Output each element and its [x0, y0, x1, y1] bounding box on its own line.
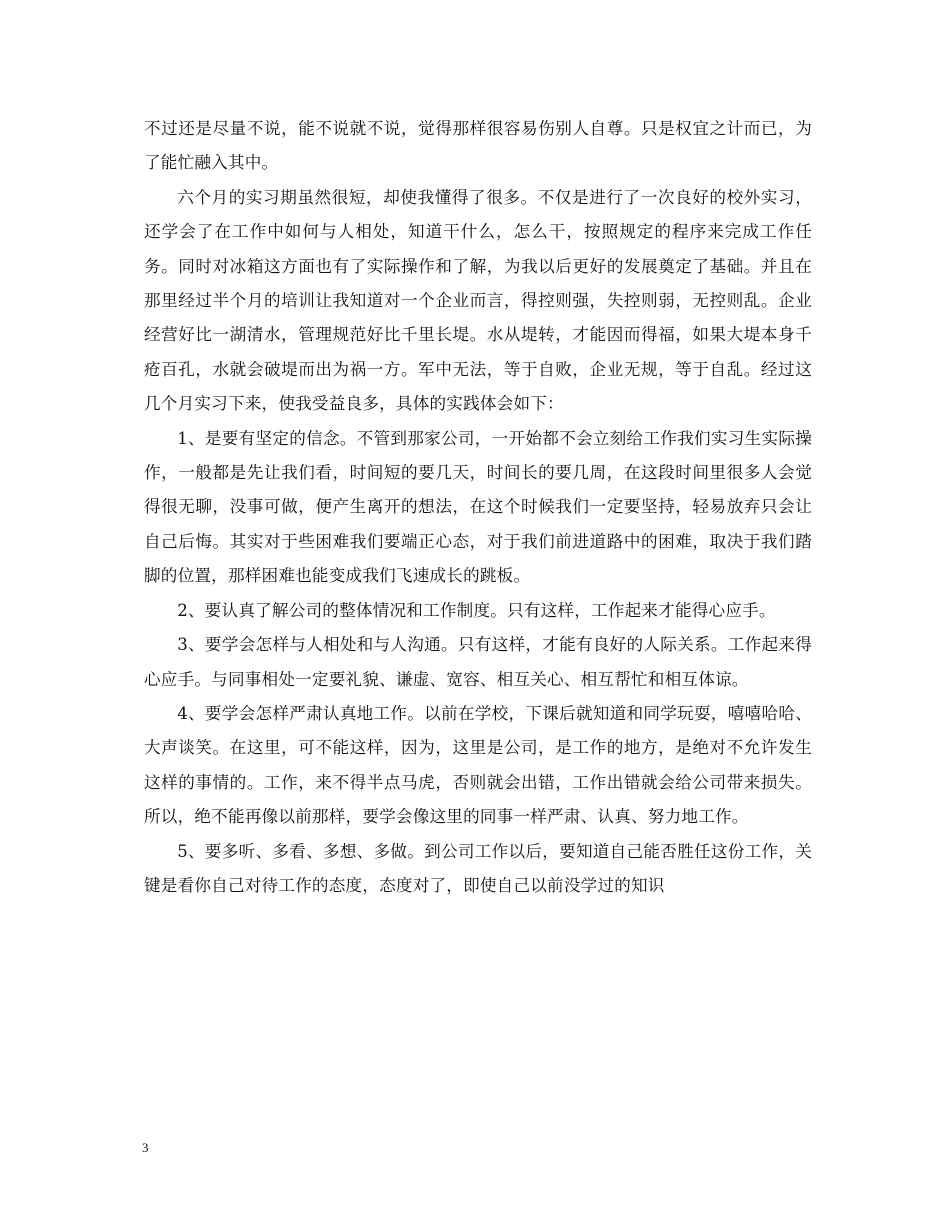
paragraph-point-2: 2、要认真了解公司的整体情况和工作制度。只有这样，工作起来才能得心应手。 — [177, 600, 776, 620]
paragraph-point-5: 5、要多听、多看、多想、多做。到公司工作以后，要知道自己能否胜任这份工作，关键是看你自己对待工作的态度，态度对了，即使自己以前没学过的知识 — [144, 841, 812, 895]
paragraph-point-4: 4、要学会怎样严肃认真地工作。以前在学校，下课后就知道和同学玩耍，嘻嘻哈哈、大声谈笑。在这里，可不能这样，因为，这里是公司，是工作的地方，是绝对不允许发生这样的事情的。工作，来不得半点马虎，否则就会出错，工作出错就会给公司带来损失。所以，绝不能再像以前那样，要学会像这里的同事一样严肃、认真、努力地工作。 — [144, 703, 812, 827]
paragraph-point-3: 3、要学会怎样与人相处和与人沟通。只有这样，才能有良好的人际关系。工作起来得心应手。与同事相处一定要礼貌、谦虚、宽容、相互关心、相互帮忙和相互体谅。 — [144, 635, 812, 689]
page-number: 3 — [142, 1140, 149, 1155]
paragraph-point-1: 1、是要有坚定的信念。不管到那家公司，一开始都不会立刻给工作我们实习生实际操作，一般都是先让我们看，时间短的要几天，时间长的要几周，在这段时间里很多人会觉得很无聊，没事可做，便产生离开的想法，在这个时候我们一定要坚持，轻易放弃只会让自己后悔。其实对于些困难我们要端正心态，对于我们前进道路中的困难，取决于我们踏脚的位置，那样困难也能变成我们飞速成长的跳板。 — [144, 428, 812, 586]
paragraph-internship-summary: 六个月的实习期虽然很短，却使我懂得了很多。不仅是进行了一次良好的校外实习，还学会了在工作中如何与人相处，知道干什么，怎么干，按照规定的程序来完成工作任务。同时对冰箱这方面也有了实际操作和了解，为我以后更好的发展奠定了基础。并且在那里经过半个月的培训让我知道对一个企业而言，得控则强，失控则弱，无控则乱。企业经营好比一湖清水，管理规范好比千里长堤。水从堤转，才能因而得福，如果大堤本身千疮百孔，水就会破堤而出为祸一方。军中无法，等于自败，企业无规，等于自乱。经过这几个月实习下来，使我受益良多，具体的实践体会如下： — [144, 187, 812, 414]
paragraph-continuation: 不过还是尽量不说，能不说就不说，觉得那样很容易伤别人自尊。只是权宜之计而已，为了能忙融入其中。 — [144, 119, 812, 173]
document-body — [144, 112, 812, 903]
